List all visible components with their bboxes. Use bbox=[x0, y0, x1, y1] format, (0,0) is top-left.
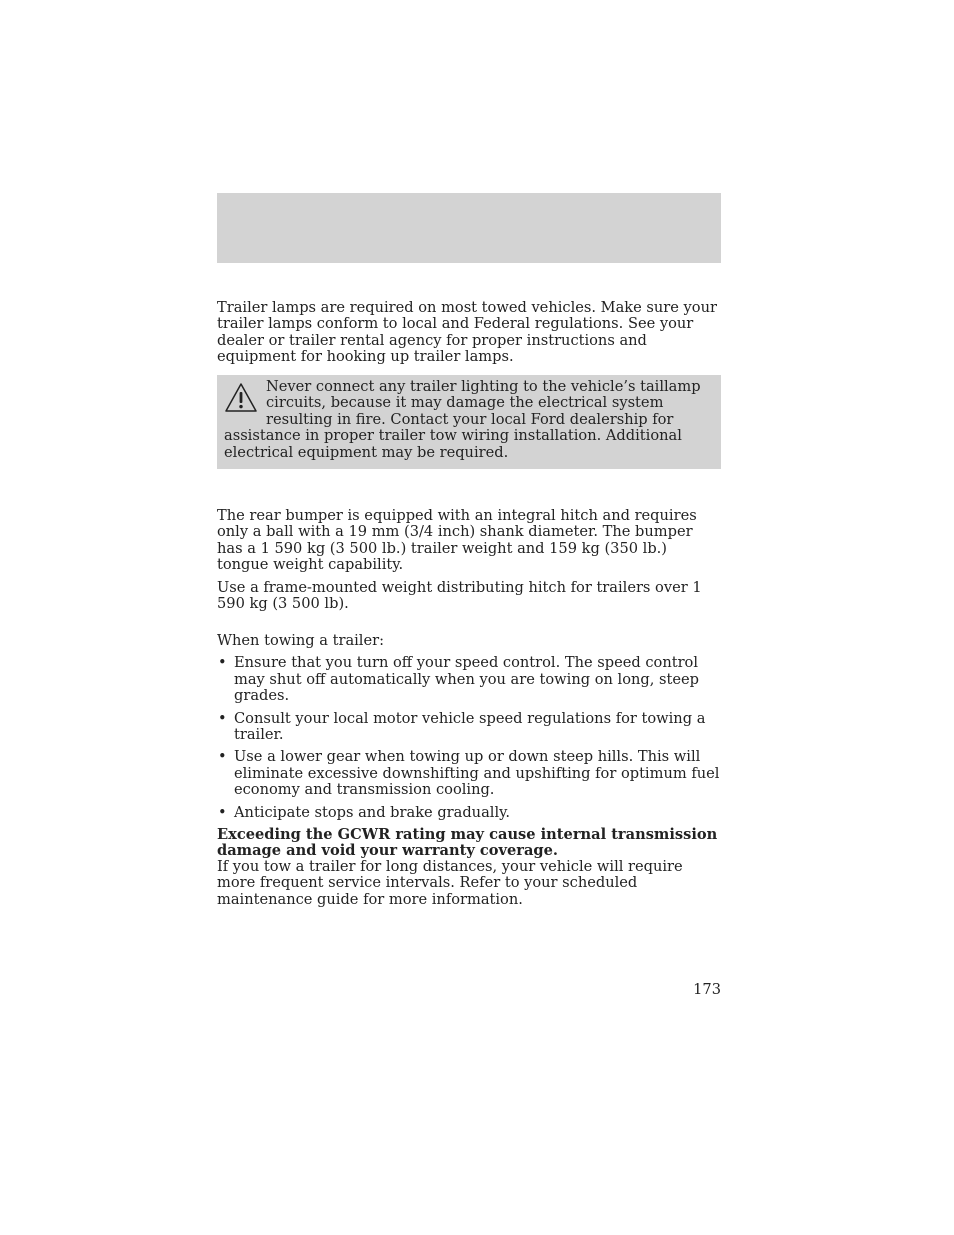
servicing-paragraph: If you tow a trailer for long distances, your vehicle will require more frequent service intervals. Refer to your scheduled maintenance guide for more information. bbox=[217, 858, 683, 908]
servicing-section bbox=[217, 859, 721, 908]
gcwr-caution: Exceeding the GCWR rating may cause internal transmission damage and void your warranty coverage. bbox=[217, 826, 718, 860]
warning-box bbox=[217, 375, 721, 469]
list-item: • Ensure that you turn off your speed control. The speed control may shut off automatically when you are towing on long, steep grades. bbox=[218, 654, 699, 705]
bullet-dot: • bbox=[218, 748, 227, 766]
trailer-lamps-paragraph: Trailer lamps are required on most towed vehicles. Make sure your trailer lamps conform to local and Federal regulations. See your dealer or trailer rental agency for proper instructions and equipment for hooking up trailer lamps. bbox=[217, 299, 717, 366]
towing-section bbox=[217, 633, 721, 860]
section-header-band bbox=[217, 193, 721, 263]
page-number: 173 bbox=[693, 981, 721, 998]
bumper-paragraph-1: The rear bumper is equipped with an integral hitch and requires only a ball with a 19 mm (3/4 inch) shank diameter. The bumper has a 1 590 kg (3 500 lb.) trailer weight and 159 kg (350 lb.) tongue weight capability. bbox=[217, 507, 697, 574]
towing-bullet-list bbox=[217, 655, 721, 821]
bullet-dot: • bbox=[218, 803, 227, 821]
bullet-dot: • bbox=[218, 654, 227, 672]
list-item: • Consult your local motor vehicle speed regulations for towing a trailer. bbox=[218, 709, 706, 744]
bullet-dot: • bbox=[218, 709, 227, 727]
warning-triangle-icon bbox=[224, 381, 258, 414]
towing-intro: When towing a trailer: bbox=[217, 632, 385, 649]
list-item: • Anticipate stops and brake gradually. bbox=[218, 803, 511, 821]
bumper-section bbox=[217, 508, 721, 612]
trailer-lamps-section bbox=[217, 300, 721, 366]
bumper-paragraph-2: Use a frame-mounted weight distributing hitch for trailers over 1 590 kg (3 500 lb). bbox=[217, 578, 702, 613]
list-item: • Use a lower gear when towing up or down steep hills. This will eliminate excessive downshifting and upshifting for optimum fuel economy and transmission cooling. bbox=[218, 748, 720, 799]
warning-text: Never connect any trailer lighting to the vehicle’s taillamp circuits, because it may damage the electrical system resulting in fire. Contact your local Ford dealership for assistance in proper trailer tow wiring installation. Additional electrical equipment may be required. bbox=[224, 378, 701, 461]
